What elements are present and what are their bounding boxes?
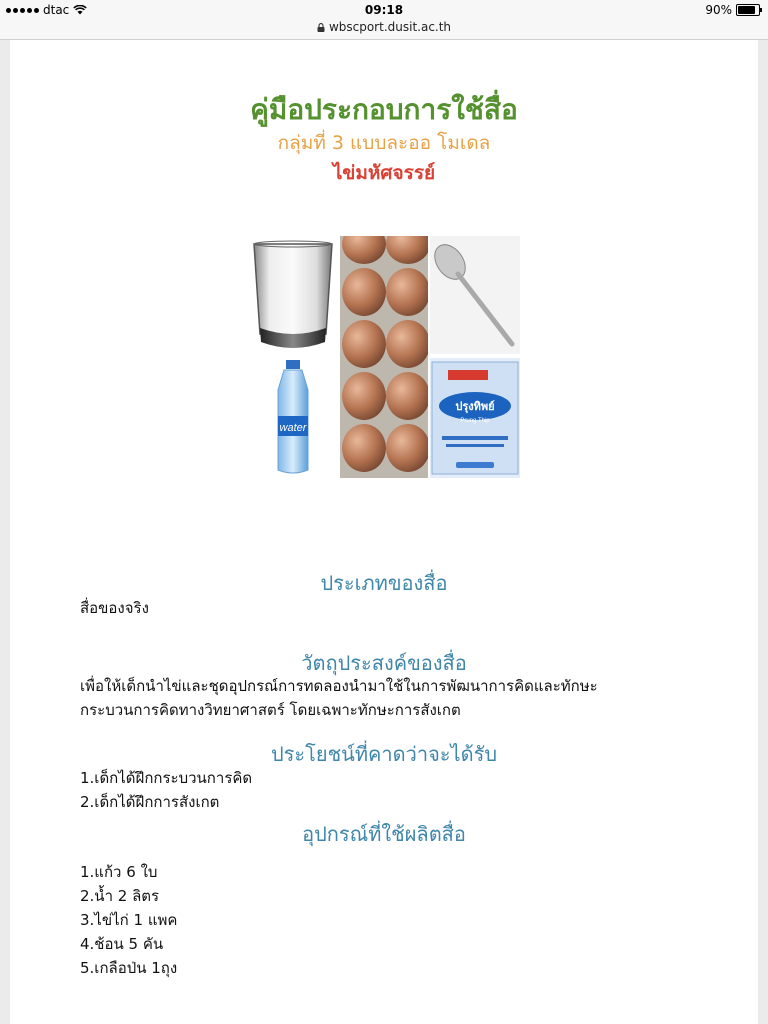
eggs-photo: [340, 236, 428, 478]
status-time: 09:18: [364, 3, 404, 17]
objective-line-1: เพื่อให้เด็กนำไข่และชุดอุปกรณ์การทดลองนำมาใช้ในการพัฒนาการคิดและทักษะ: [80, 677, 598, 695]
battery-icon: [736, 4, 760, 16]
url-text: wbscport.dusit.ac.th: [328, 20, 452, 34]
spoon-photo: [430, 236, 520, 354]
material-item: 5.เกลือป่น 1ถุง: [80, 959, 178, 977]
glass-icon: [248, 236, 338, 354]
url-display[interactable]: [317, 20, 451, 34]
salt-brand-en: Prung Thip: [460, 418, 490, 424]
eggs-icon: [340, 236, 428, 478]
group-subtitle: กลุ่มที่ 3 แบบละออ โมเดล: [277, 132, 491, 154]
salt-bag-photo: [430, 358, 520, 478]
battery-level-fill: [738, 6, 755, 14]
spoon-icon: [430, 236, 520, 354]
status-right: [705, 3, 760, 17]
salt-brand: ปรุงทิพย์: [455, 401, 495, 413]
heading-benefits: ประโยชน์ที่คาดว่าจะได้รับ: [270, 742, 498, 766]
media-type-text: สื่อของจริง: [80, 599, 149, 617]
water-bottle-photo: [248, 358, 338, 478]
status-bar: [0, 0, 768, 20]
material-item: 2.น้ำ 2 ลิตร: [80, 887, 160, 905]
salt-bag-icon: [430, 358, 520, 478]
document-page: [10, 40, 758, 1024]
material-item: 1.แก้ว 6 ใบ: [80, 863, 158, 881]
material-item: 4.ช้อน 5 คัน: [80, 935, 164, 953]
objective-line-2: กระบวนการคิดทางวิทยาศาสตร์ โดยเฉพาะทักษะการสังเกต: [80, 701, 461, 719]
battery-percent: 90%: [705, 3, 732, 17]
heading-objective: วัตถุประสงค์ของสื่อ: [301, 651, 467, 675]
address-bar[interactable]: [0, 20, 768, 40]
water-bottle-icon: [248, 358, 338, 478]
heading-materials: อุปกรณ์ที่ใช้ผลิตสื่อ: [302, 822, 466, 846]
carrier-name: dtac: [43, 3, 70, 17]
lock-icon: [317, 23, 325, 32]
material-item: 3.ไข่ไก่ 1 แพค: [80, 911, 178, 929]
heading-media-type: ประเภทของสื่อ: [320, 571, 448, 595]
benefit-item: 2.เด็กได้ฝึกการสังเกต: [80, 793, 220, 811]
page-title: คู่มือประกอบการใช้สื่อ: [250, 93, 518, 126]
media-name: ไข่มหัศจรรย์: [332, 162, 436, 184]
materials-photo-collage: [248, 236, 520, 480]
water-label: water: [279, 422, 307, 434]
glass-photo: [248, 236, 338, 354]
benefit-item: 1.เด็กได้ฝึกกระบวนการคิด: [80, 769, 253, 787]
